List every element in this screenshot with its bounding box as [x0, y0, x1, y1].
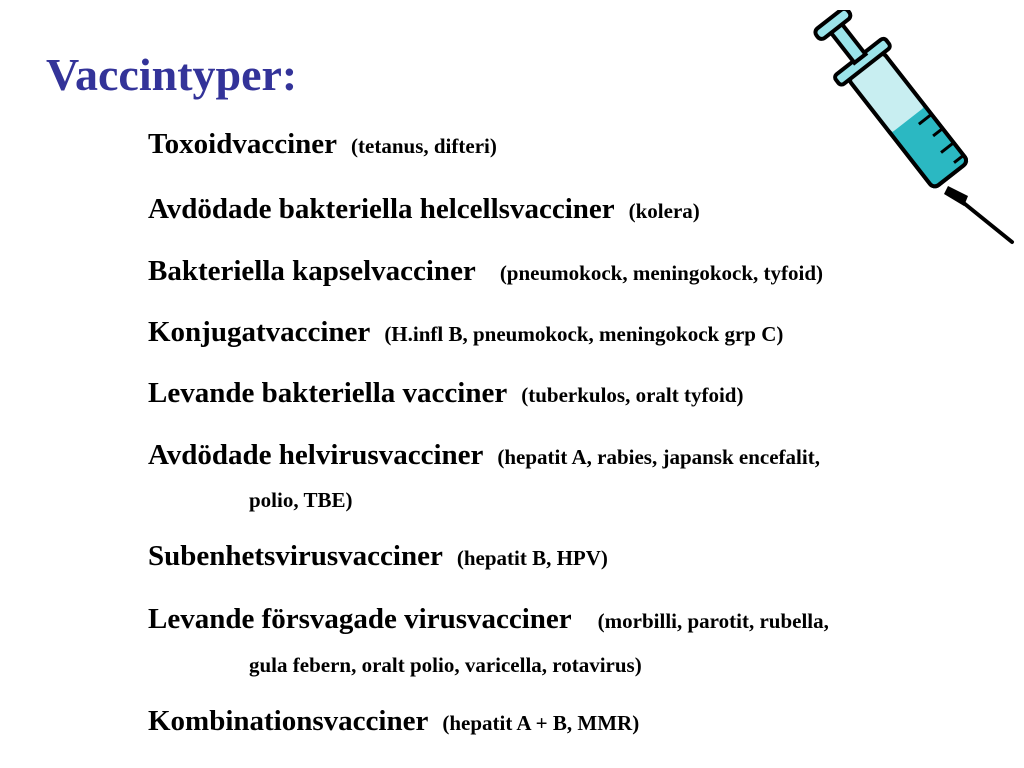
vaccine-examples: (hepatit A + B, MMR) [442, 711, 640, 735]
vaccine-examples: (hepatit A, rabies, japansk encefalit, [497, 445, 820, 469]
vaccine-type-name: Bakteriella kapselvacciner [148, 255, 476, 287]
list-item [148, 316, 783, 349]
vaccine-type-name: Avdödade helvirusvacciner [148, 439, 484, 471]
vaccine-examples: (morbilli, parotit, rubella, [597, 609, 829, 633]
list-item [148, 439, 820, 472]
vaccine-examples: (tuberkulos, oralt tyfoid) [521, 383, 744, 407]
vaccine-examples-continuation: polio, TBE) [249, 488, 353, 512]
vaccine-type-name: Kombinationsvacciner [148, 705, 429, 737]
vaccine-examples: (tetanus, difteri) [351, 134, 497, 158]
syringe-icon [808, 10, 1018, 245]
vaccine-examples: (H.infl B, pneumokock, meningokock grp C) [384, 322, 784, 346]
vaccine-examples: (kolera) [628, 199, 700, 223]
list-item [148, 603, 829, 636]
vaccine-examples-continuation: gula febern, oralt polio, varicella, rotavirus) [249, 653, 642, 677]
vaccine-type-name: Avdödade bakteriella helcellsvacciner [148, 193, 615, 225]
slide-title: Vaccintyper: [46, 49, 298, 100]
list-item [148, 128, 497, 161]
list-item [148, 193, 700, 226]
vaccine-type-name: Konjugatvacciner [148, 316, 371, 348]
vaccine-type-name: Levande bakteriella vacciner [148, 377, 508, 409]
vaccine-examples: (hepatit B, HPV) [456, 546, 608, 570]
list-item [148, 377, 743, 410]
vaccine-type-name: Subenhetsvirusvacciner [148, 540, 443, 572]
vaccine-examples: (pneumokock, meningokock, tyfoid) [499, 261, 824, 285]
list-item [148, 705, 639, 738]
vaccine-type-name: Levande försvagade virusvacciner [148, 603, 572, 635]
list-item [148, 540, 608, 573]
list-item [148, 255, 823, 288]
vaccine-type-name: Toxoidvacciner [148, 128, 338, 160]
